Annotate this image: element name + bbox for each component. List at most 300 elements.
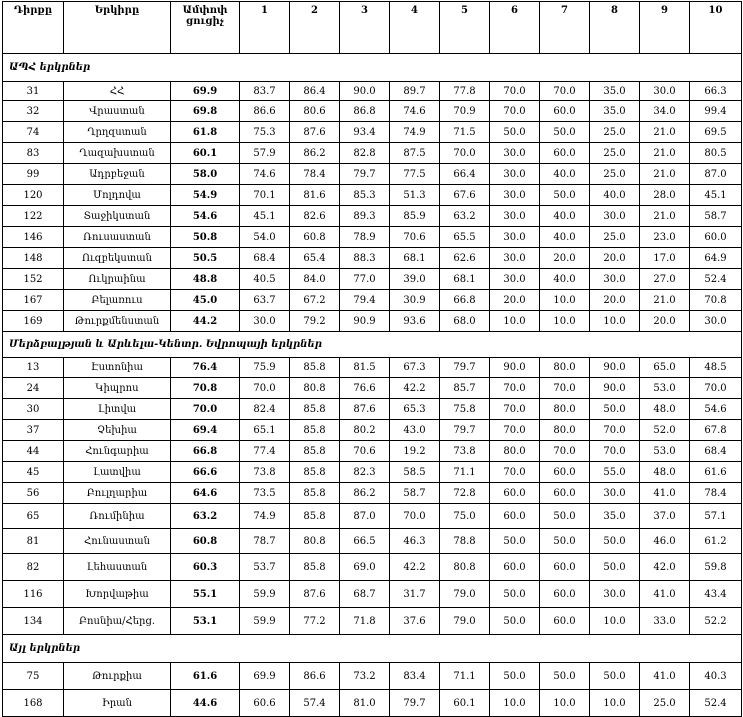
value-cell: 60.0: [540, 483, 590, 504]
value-cell: 70.0: [540, 441, 590, 462]
table-row: [3, 143, 742, 164]
rank-cell: 74: [3, 122, 64, 143]
value-cell: 59.9: [240, 608, 290, 635]
value-cell: 73.8: [240, 462, 290, 483]
value-cell: 50.0: [490, 122, 540, 143]
value-cell: 25.0: [590, 143, 640, 164]
value-cell: 71.5: [440, 122, 490, 143]
value-cell: 77.5: [390, 164, 440, 185]
column-header: 5: [440, 2, 490, 54]
value-cell: 70.0: [590, 420, 640, 441]
table-row: [3, 420, 742, 441]
value-cell: 93.4: [340, 122, 390, 143]
country-cell: Տաջիկստան: [64, 206, 171, 227]
summary-index-cell: 76.4: [171, 358, 240, 378]
value-cell: 74.6: [240, 164, 290, 185]
value-cell: 10.0: [490, 311, 540, 332]
header-row: [3, 2, 742, 54]
summary-index-cell: 66.6: [171, 462, 240, 483]
value-cell: 87.0: [690, 164, 742, 185]
section-title: ԱՊՀ երկրներ: [3, 54, 742, 82]
value-cell: 73.2: [340, 663, 390, 690]
section-title: Այլ երկրներ: [3, 635, 742, 663]
value-cell: 80.0: [540, 358, 590, 378]
summary-index-cell: 60.1: [171, 143, 240, 164]
value-cell: 86.2: [290, 143, 340, 164]
table-row: [3, 164, 742, 185]
value-cell: 72.8: [440, 483, 490, 504]
value-cell: 33.0: [640, 608, 690, 635]
value-cell: 30.0: [490, 206, 540, 227]
section-header-row: [3, 635, 742, 663]
value-cell: 70.0: [490, 82, 540, 101]
value-cell: 37.0: [640, 504, 690, 529]
value-cell: 75.0: [440, 504, 490, 529]
summary-index-cell: 44.2: [171, 311, 240, 332]
country-cell: Խորվաթիա: [64, 581, 171, 608]
value-cell: 23.0: [640, 227, 690, 248]
value-cell: 75.3: [240, 122, 290, 143]
value-cell: 48.0: [640, 462, 690, 483]
country-cell: Բելառուս: [64, 290, 171, 311]
value-cell: 85.3: [340, 185, 390, 206]
country-cell: Լատվիա: [64, 462, 171, 483]
value-cell: 30.0: [490, 227, 540, 248]
value-cell: 10.0: [540, 311, 590, 332]
value-cell: 10.0: [590, 311, 640, 332]
value-cell: 93.6: [390, 311, 440, 332]
section-header-row: [3, 54, 742, 82]
value-cell: 60.0: [690, 227, 742, 248]
column-header: 8: [590, 2, 640, 54]
value-cell: 58.7: [390, 483, 440, 504]
value-cell: 86.6: [240, 101, 290, 122]
value-cell: 78.4: [690, 483, 742, 504]
column-header: 4: [390, 2, 440, 54]
rank-cell: 134: [3, 608, 64, 635]
value-cell: 50.0: [590, 663, 640, 690]
rank-cell: 148: [3, 248, 64, 269]
value-cell: 82.6: [290, 206, 340, 227]
value-cell: 67.3: [390, 358, 440, 378]
rank-cell: 169: [3, 311, 64, 332]
value-cell: 10.0: [590, 690, 640, 717]
value-cell: 67.2: [290, 290, 340, 311]
country-cell: Ղրղզստան: [64, 122, 171, 143]
value-cell: 71.1: [440, 663, 490, 690]
value-cell: 60.0: [540, 143, 590, 164]
table-row: [3, 269, 742, 290]
value-cell: 68.1: [440, 269, 490, 290]
value-cell: 85.8: [290, 554, 340, 581]
value-cell: 21.0: [640, 290, 690, 311]
summary-index-cell: 60.3: [171, 554, 240, 581]
value-cell: 85.8: [290, 483, 340, 504]
value-cell: 70.0: [490, 399, 540, 420]
value-cell: 89.7: [390, 82, 440, 101]
value-cell: 66.4: [440, 164, 490, 185]
value-cell: 58.7: [690, 206, 742, 227]
value-cell: 70.0: [690, 378, 742, 399]
value-cell: 10.0: [590, 608, 640, 635]
value-cell: 80.0: [540, 399, 590, 420]
country-cell: Բոսնիա/Հերց.: [64, 608, 171, 635]
table-row: [3, 690, 742, 717]
rank-cell: 116: [3, 581, 64, 608]
value-cell: 61.6: [690, 462, 742, 483]
value-cell: 30.0: [490, 143, 540, 164]
value-cell: 85.8: [290, 441, 340, 462]
table-row: [3, 554, 742, 581]
value-cell: 85.8: [290, 399, 340, 420]
country-cell: Լեհաստան: [64, 554, 171, 581]
value-cell: 74.9: [240, 504, 290, 529]
value-cell: 51.3: [390, 185, 440, 206]
value-cell: 86.4: [290, 82, 340, 101]
value-cell: 74.6: [390, 101, 440, 122]
value-cell: 78.8: [440, 529, 490, 554]
rank-cell: 30: [3, 399, 64, 420]
value-cell: 30.0: [490, 248, 540, 269]
value-cell: 70.0: [590, 441, 640, 462]
table-row: [3, 82, 742, 101]
value-cell: 52.2: [690, 608, 742, 635]
summary-index-cell: 53.1: [171, 608, 240, 635]
rank-cell: 45: [3, 462, 64, 483]
value-cell: 78.4: [290, 164, 340, 185]
value-cell: 50.0: [540, 122, 590, 143]
ranking-table: [2, 1, 742, 717]
table-row: [3, 227, 742, 248]
rank-cell: 168: [3, 690, 64, 717]
rank-cell: 75: [3, 663, 64, 690]
value-cell: 90.9: [340, 311, 390, 332]
value-cell: 41.0: [640, 663, 690, 690]
value-cell: 30.9: [390, 290, 440, 311]
summary-index-cell: 45.0: [171, 290, 240, 311]
value-cell: 30.0: [590, 269, 640, 290]
value-cell: 81.5: [340, 358, 390, 378]
value-cell: 53.0: [640, 441, 690, 462]
value-cell: 57.1: [690, 504, 742, 529]
value-cell: 70.0: [490, 378, 540, 399]
value-cell: 87.6: [290, 581, 340, 608]
summary-index-cell: 60.8: [171, 529, 240, 554]
value-cell: 79.2: [290, 311, 340, 332]
value-cell: 42.2: [390, 554, 440, 581]
value-cell: 60.0: [540, 554, 590, 581]
value-cell: 54.0: [240, 227, 290, 248]
value-cell: 68.0: [440, 311, 490, 332]
value-cell: 25.0: [590, 227, 640, 248]
value-cell: 66.5: [340, 529, 390, 554]
column-header: Դիրքը: [3, 2, 64, 54]
value-cell: 90.0: [590, 378, 640, 399]
value-cell: 75.9: [240, 358, 290, 378]
value-cell: 40.3: [690, 663, 742, 690]
value-cell: 50.0: [590, 399, 640, 420]
table-row: [3, 663, 742, 690]
value-cell: 87.6: [340, 399, 390, 420]
rank-cell: 65: [3, 504, 64, 529]
rank-cell: 37: [3, 420, 64, 441]
value-cell: 99.4: [690, 101, 742, 122]
value-cell: 68.4: [690, 441, 742, 462]
summary-index-cell: 48.8: [171, 269, 240, 290]
column-header: 2: [290, 2, 340, 54]
value-cell: 73.5: [240, 483, 290, 504]
summary-index-cell: 64.6: [171, 483, 240, 504]
value-cell: 64.9: [690, 248, 742, 269]
value-cell: 50.0: [590, 554, 640, 581]
table-row: [3, 504, 742, 529]
value-cell: 70.0: [540, 82, 590, 101]
value-cell: 79.0: [440, 581, 490, 608]
value-cell: 25.0: [640, 690, 690, 717]
table-row: [3, 206, 742, 227]
value-cell: 78.7: [240, 529, 290, 554]
country-cell: Էստոնիա: [64, 358, 171, 378]
value-cell: 31.7: [390, 581, 440, 608]
value-cell: 61.2: [690, 529, 742, 554]
summary-index-cell: 63.2: [171, 504, 240, 529]
column-header: 3: [340, 2, 390, 54]
value-cell: 82.3: [340, 462, 390, 483]
section-title: Մերձբալթյան և Արևելա-Կենտր. Եվրոպայի երկրներ: [3, 332, 742, 358]
value-cell: 77.8: [440, 82, 490, 101]
summary-index-cell: 69.8: [171, 101, 240, 122]
value-cell: 66.8: [440, 290, 490, 311]
value-cell: 89.3: [340, 206, 390, 227]
value-cell: 70.0: [490, 101, 540, 122]
country-cell: Ռումինիա: [64, 504, 171, 529]
value-cell: 86.8: [340, 101, 390, 122]
value-cell: 79.0: [440, 608, 490, 635]
column-header: 6: [490, 2, 540, 54]
value-cell: 60.0: [540, 608, 590, 635]
value-cell: 30.0: [490, 269, 540, 290]
value-cell: 41.0: [640, 581, 690, 608]
value-cell: 69.9: [240, 663, 290, 690]
value-cell: 52.4: [690, 269, 742, 290]
value-cell: 68.1: [390, 248, 440, 269]
summary-index-cell: 66.8: [171, 441, 240, 462]
value-cell: 70.0: [240, 378, 290, 399]
value-cell: 80.0: [540, 420, 590, 441]
value-cell: 30.0: [490, 185, 540, 206]
value-cell: 65.5: [440, 227, 490, 248]
value-cell: 40.0: [590, 185, 640, 206]
country-cell: Ուկրաինա: [64, 269, 171, 290]
value-cell: 79.7: [440, 420, 490, 441]
value-cell: 60.1: [440, 690, 490, 717]
value-cell: 70.0: [540, 378, 590, 399]
value-cell: 88.3: [340, 248, 390, 269]
value-cell: 50.0: [540, 529, 590, 554]
value-cell: 53.7: [240, 554, 290, 581]
value-cell: 90.0: [490, 358, 540, 378]
table-row: [3, 122, 742, 143]
value-cell: 74.9: [390, 122, 440, 143]
value-cell: 39.0: [390, 269, 440, 290]
value-cell: 10.0: [540, 290, 590, 311]
column-header: 10: [690, 2, 742, 54]
value-cell: 55.0: [590, 462, 640, 483]
summary-index-cell: 61.8: [171, 122, 240, 143]
country-cell: Վրաստան: [64, 101, 171, 122]
table-row: [3, 581, 742, 608]
rank-cell: 82: [3, 554, 64, 581]
value-cell: 65.1: [240, 420, 290, 441]
value-cell: 30.0: [690, 311, 742, 332]
value-cell: 20.0: [490, 290, 540, 311]
value-cell: 69.0: [340, 554, 390, 581]
value-cell: 80.8: [290, 378, 340, 399]
value-cell: 84.0: [290, 269, 340, 290]
value-cell: 83.4: [390, 663, 440, 690]
value-cell: 58.5: [390, 462, 440, 483]
value-cell: 19.2: [390, 441, 440, 462]
value-cell: 57.4: [290, 690, 340, 717]
value-cell: 30.0: [590, 483, 640, 504]
value-cell: 57.9: [240, 143, 290, 164]
value-cell: 20.0: [590, 248, 640, 269]
value-cell: 70.0: [440, 143, 490, 164]
country-cell: Ադրբեջան: [64, 164, 171, 185]
value-cell: 43.0: [390, 420, 440, 441]
rank-cell: 44: [3, 441, 64, 462]
value-cell: 69.5: [690, 122, 742, 143]
value-cell: 37.6: [390, 608, 440, 635]
value-cell: 50.0: [490, 581, 540, 608]
value-cell: 50.0: [590, 529, 640, 554]
value-cell: 70.0: [490, 420, 540, 441]
value-cell: 90.0: [590, 358, 640, 378]
rank-cell: 99: [3, 164, 64, 185]
value-cell: 79.7: [440, 358, 490, 378]
value-cell: 50.0: [540, 663, 590, 690]
value-cell: 27.0: [640, 269, 690, 290]
value-cell: 59.9: [240, 581, 290, 608]
value-cell: 80.8: [440, 554, 490, 581]
value-cell: 79.7: [340, 164, 390, 185]
rank-cell: 31: [3, 82, 64, 101]
value-cell: 54.6: [690, 399, 742, 420]
country-cell: Բուլղարիա: [64, 483, 171, 504]
value-cell: 50.0: [540, 185, 590, 206]
value-cell: 70.6: [390, 227, 440, 248]
value-cell: 21.0: [640, 122, 690, 143]
value-cell: 67.8: [690, 420, 742, 441]
value-cell: 73.8: [440, 441, 490, 462]
value-cell: 60.0: [540, 462, 590, 483]
value-cell: 70.8: [690, 290, 742, 311]
summary-index-cell: 61.6: [171, 663, 240, 690]
country-cell: Իրան: [64, 690, 171, 717]
country-cell: Թուրքմենստան: [64, 311, 171, 332]
value-cell: 60.0: [540, 101, 590, 122]
summary-index-cell: 54.9: [171, 185, 240, 206]
country-cell: ՀՀ: [64, 82, 171, 101]
summary-index-cell: 50.8: [171, 227, 240, 248]
value-cell: 68.4: [240, 248, 290, 269]
value-cell: 46.0: [640, 529, 690, 554]
value-cell: 70.1: [240, 185, 290, 206]
value-cell: 46.3: [390, 529, 440, 554]
country-cell: Լիտվա: [64, 399, 171, 420]
value-cell: 50.0: [490, 608, 540, 635]
country-cell: Հունգարիա: [64, 441, 171, 462]
table-body: [3, 54, 742, 717]
value-cell: 48.0: [640, 399, 690, 420]
value-cell: 45.1: [690, 185, 742, 206]
value-cell: 25.0: [590, 122, 640, 143]
value-cell: 40.5: [240, 269, 290, 290]
column-header: 7: [540, 2, 590, 54]
value-cell: 34.0: [640, 101, 690, 122]
value-cell: 83.7: [240, 82, 290, 101]
value-cell: 80.0: [490, 441, 540, 462]
rank-cell: 83: [3, 143, 64, 164]
value-cell: 68.7: [340, 581, 390, 608]
value-cell: 77.0: [340, 269, 390, 290]
value-cell: 70.9: [440, 101, 490, 122]
column-header: Ամփոփ ցուցիչ: [171, 2, 240, 54]
value-cell: 21.0: [640, 164, 690, 185]
table-row: [3, 290, 742, 311]
value-cell: 40.0: [540, 206, 590, 227]
value-cell: 50.0: [490, 663, 540, 690]
value-cell: 71.1: [440, 462, 490, 483]
value-cell: 77.2: [290, 608, 340, 635]
value-cell: 17.0: [640, 248, 690, 269]
country-cell: Չեխիա: [64, 420, 171, 441]
country-cell: Կիպրոս: [64, 378, 171, 399]
section-header-row: [3, 332, 742, 358]
value-cell: 60.0: [490, 554, 540, 581]
value-cell: 20.0: [640, 311, 690, 332]
rank-cell: 122: [3, 206, 64, 227]
value-cell: 60.6: [240, 690, 290, 717]
rank-cell: 152: [3, 269, 64, 290]
value-cell: 20.0: [540, 248, 590, 269]
value-cell: 85.9: [390, 206, 440, 227]
table-row: [3, 399, 742, 420]
table-row: [3, 248, 742, 269]
country-cell: Ուզբեկստան: [64, 248, 171, 269]
country-cell: Ղազախստան: [64, 143, 171, 164]
value-cell: 82.4: [240, 399, 290, 420]
value-cell: 41.0: [640, 483, 690, 504]
value-cell: 40.0: [540, 227, 590, 248]
summary-index-cell: 70.8: [171, 378, 240, 399]
summary-index-cell: 54.6: [171, 206, 240, 227]
value-cell: 87.6: [290, 122, 340, 143]
table-row: [3, 378, 742, 399]
value-cell: 63.2: [440, 206, 490, 227]
value-cell: 63.7: [240, 290, 290, 311]
value-cell: 67.6: [440, 185, 490, 206]
value-cell: 35.0: [590, 101, 640, 122]
value-cell: 59.8: [690, 554, 742, 581]
value-cell: 60.0: [490, 504, 540, 529]
value-cell: 85.7: [440, 378, 490, 399]
value-cell: 85.8: [290, 358, 340, 378]
value-cell: 90.0: [340, 82, 390, 101]
value-cell: 30.0: [640, 82, 690, 101]
value-cell: 81.6: [290, 185, 340, 206]
value-cell: 65.4: [290, 248, 340, 269]
